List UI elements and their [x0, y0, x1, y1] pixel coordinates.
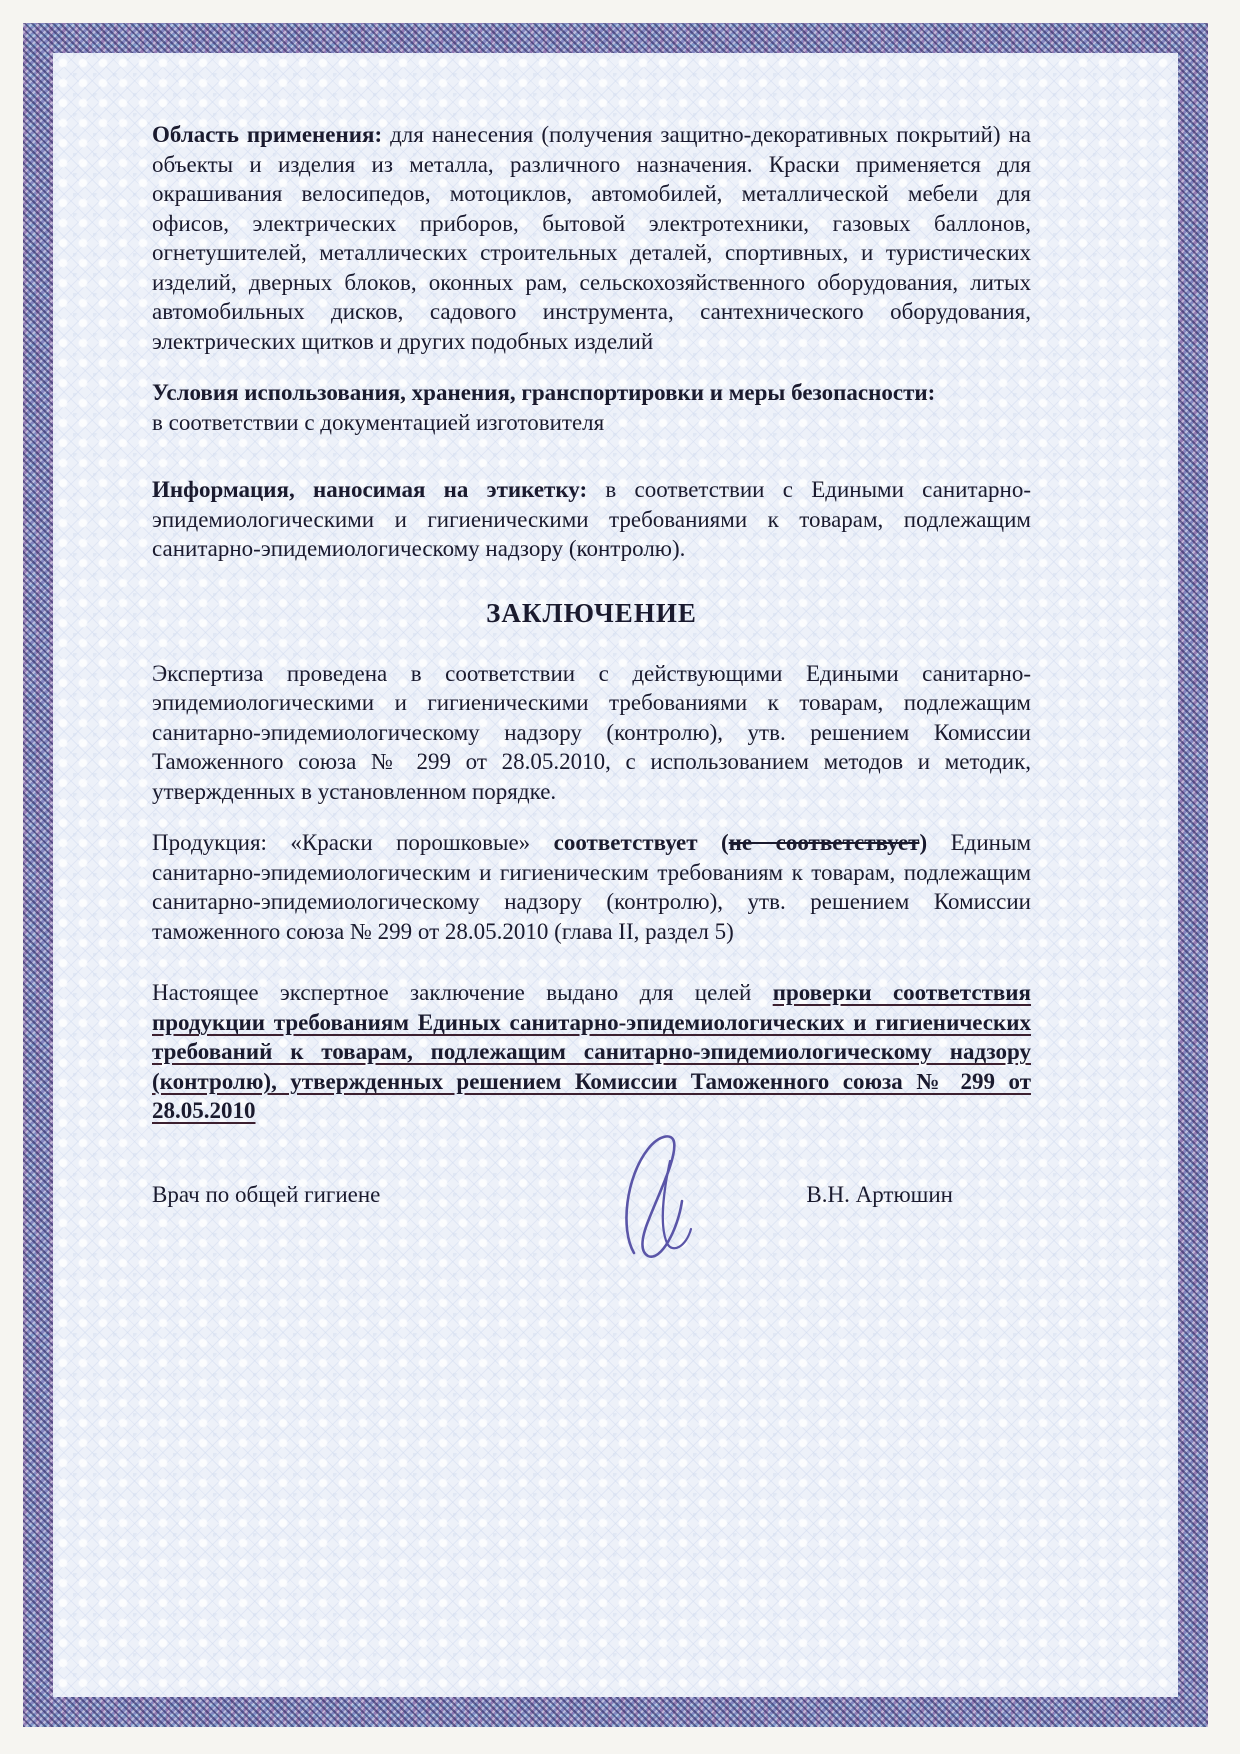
product-paragraph [152, 828, 1031, 946]
purpose-paragraph [152, 978, 1031, 1126]
signatory-title: Врач по общей гигиене [152, 1181, 381, 1207]
scope-text: для нанесения (получения защитно-декоративных покрытий) на объекты и изделия из металла, различного назначения. Краски применяется для окрашивания велосипедов, мотоциклов, автомобилей, металлической мебели для офисов, электрических приборов, бытовой электротехники, газовых баллонов, огнетушителей, металлических строительных деталей, спортивных, и туристических изделий, дверных блоков, оконных рам, сельскохозяйственного оборудования, литых автомобильных дисков, садового инструмента, сантехнического оборудования, электрических щитков и других подобных изделий [152, 122, 1031, 354]
certificate-paper [53, 53, 1178, 1697]
product-match: соответствует [553, 830, 698, 855]
product-negated-group [721, 830, 927, 855]
conclusion-heading: ЗАКЛЮЧЕНИЕ [486, 597, 697, 628]
conditions-text-value: в соответствии с документацией изготовителя [152, 409, 605, 435]
expertise-paragraph: Экспертиза проведена в соответствии с действующими Едиными санитарно-эпидемиологическими и гигиеническими требованиями к товарам, подлежащим санитарно-эпидемиологическому надзору (контролю), утв. решением Комиссии Таможенного союза № 299 от 28.05.2010, с использованием методов и методик, утвержденных в установленном порядке. [152, 660, 1031, 804]
label-info-paragraph [152, 475, 1031, 564]
label-info-label: Информация, наносимая на этикетку: [152, 477, 588, 502]
purpose-prefix: Настоящее экспертное заключение выдано для целей [152, 980, 752, 1005]
label-info-text: в соответствии с Едиными санитарно-эпидемиологическими и гигиеническими требованиями к товарам, подлежащим санитарно-эпидемиологическому надзору (контролю). [152, 477, 1031, 561]
signatory-name: В.Н. Артюшин [806, 1181, 953, 1207]
purpose-underlined: проверки соответствия продукции требованиям Единых санитарно-эпидемиологических и гигиенических требований к товарам, подлежащим санитарно-эпидемиологическому надзору (контролю), утвержденных решением Комиссии Таможенного союза № 299 от 28.05.2010 [152, 980, 1031, 1123]
guilloche-border [23, 23, 1208, 1727]
conditions-heading [152, 378, 1031, 408]
scope-label: Область применения: [152, 122, 383, 147]
signature-row [152, 1180, 1031, 1210]
product-negated-strikethrough: не соответствует [728, 830, 920, 855]
conditions-text [152, 408, 1031, 438]
scope-paragraph [152, 120, 1031, 356]
product-prefix: Продукция: «Краски порошковые» [152, 830, 531, 855]
product-paren-open: ( [721, 830, 729, 855]
product-paren-close: ) [919, 830, 928, 855]
conditions-heading-text: Условия использования, хранения, гранспортировки и меры безопасности: [152, 380, 936, 405]
product-suffix: Единым санитарно-эпидемиологическим и гигиеническим требованиям к товарам, подлежащим санитарно-эпидемиологическому надзору (контролю), утв. решением Комиссии таможенного союза № 299 от 28.05.2010 (глава II, раздел 5) [152, 830, 1032, 944]
document-body [152, 53, 1031, 1209]
